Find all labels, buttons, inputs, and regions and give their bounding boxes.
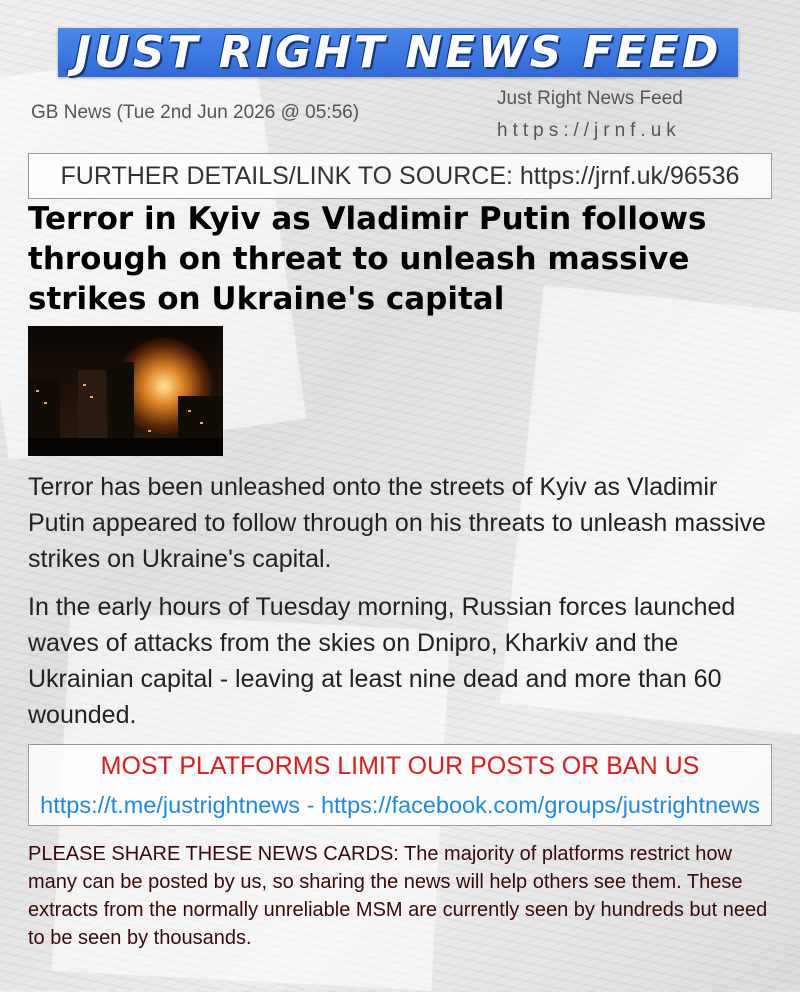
window-light xyxy=(90,396,93,398)
link-separator: - xyxy=(300,792,321,818)
article-photo xyxy=(28,326,223,456)
window-light xyxy=(36,390,39,392)
window-light xyxy=(188,410,191,412)
window-light xyxy=(83,384,86,386)
banner-title: JUST RIGHT NEWS FEED xyxy=(74,27,722,78)
article-paragraph-2: In the early hours of Tuesday morning, Russian forces launched waves of attacks from the skies on Dnipro, Kharkiv and the Ukrainian capital - leaving at least nine dead and more than 60 wounded. xyxy=(28,593,736,729)
site-banner xyxy=(58,28,738,77)
window-light xyxy=(200,422,203,424)
social-links xyxy=(29,792,771,819)
source-and-date: GB News (Tue 2nd Jun 2026 @ 05:56) xyxy=(31,102,360,123)
telegram-link[interactable]: https://t.me/justrightnews xyxy=(40,792,301,818)
ground-silhouette xyxy=(28,438,223,456)
site-url-link[interactable]: https://jrnf.uk xyxy=(497,120,681,141)
window-light xyxy=(44,402,47,404)
site-name: Just Right News Feed xyxy=(497,88,683,109)
article-headline: Terror in Kyiv as Vladimir Putin follows through on threat to unleash massive strikes on Ukraine's capital xyxy=(28,201,707,317)
window-light xyxy=(148,430,151,432)
share-request: PLEASE SHARE THESE NEWS CARDS: The majority of platforms restrict how many can be posted by us, so sharing the news will help others see them. These extracts from the normally unreliable MSM are currently seen by hundreds but need to be seen by thousands. xyxy=(28,843,768,949)
source-link-box[interactable]: FURTHER DETAILS/LINK TO SOURCE: https://jrnf.uk/96536 xyxy=(28,153,772,199)
platforms-notice-box xyxy=(28,744,772,826)
facebook-link[interactable]: https://facebook.com/groups/justrightnews xyxy=(320,792,760,818)
article-paragraph-1: Terror has been unleashed onto the streets of Kyiv as Vladimir Putin appeared to follow through on his threats to unleash massive strikes on Ukraine's capital. xyxy=(28,473,766,573)
platform-warning: MOST PLATFORMS LIMIT OUR POSTS OR BAN US xyxy=(100,752,700,780)
